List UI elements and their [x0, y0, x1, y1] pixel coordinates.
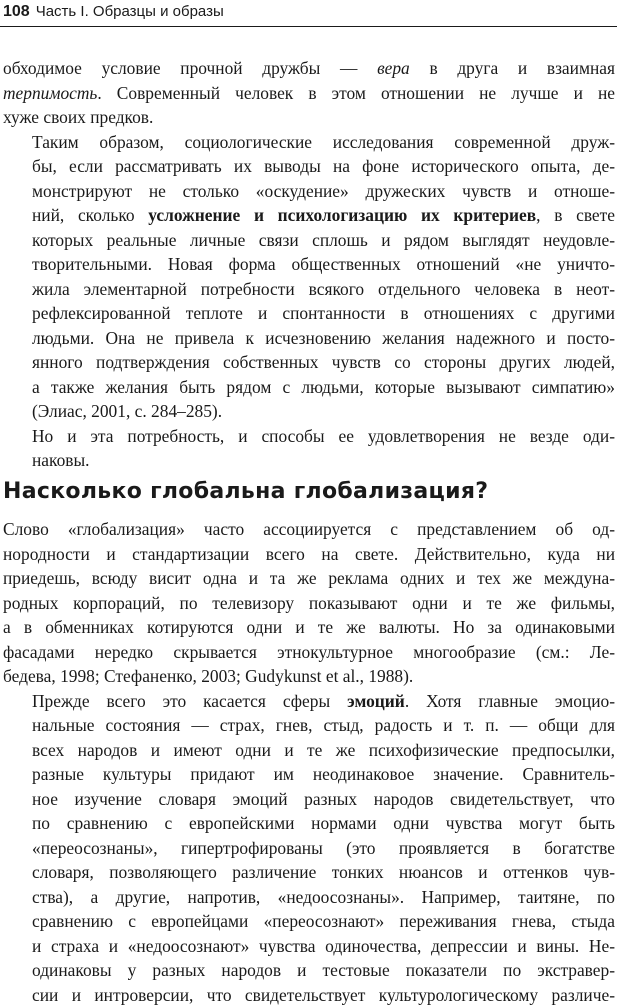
text-line: Прежде всего это касается сферы эмоций. Хотя главные эмоцио- — [3, 689, 615, 714]
text-line: терпимость. Современный человек в этом отношении не лучше и не — [3, 81, 615, 106]
section-heading: Насколько глобальна глобализация? — [3, 477, 615, 507]
text-line: жила элементарной потребности всякого отдельного человека в неот- — [3, 277, 615, 302]
text-line: приедешь, всюду висит одна и та же реклама одних и тех же междуна- — [3, 566, 615, 591]
text-line: по сравнению с европейскими нормами одни чувства могут быть — [3, 811, 615, 836]
text-line: родных корпораций, по телевизору показывают одни и те же фильмы, — [3, 591, 615, 616]
header-rule — [0, 26, 617, 27]
text-line: разные культуры придают им неодинаковое значение. Сравнитель- — [3, 762, 615, 787]
text-line: рефлексированной теплоте и спонтанности в отношениях с другими — [3, 301, 615, 326]
text-line: а также желания быть рядом с людьми, которые вызывают симпатию» — [3, 375, 615, 400]
text-line: и страха и «недоосознают» чувства одиночества, депрессии и вины. Не- — [3, 934, 615, 959]
bold-phrase-criteria: усложнение и психологизацию их критериев — [148, 205, 536, 225]
text-line: бедева, 1998; Стефаненко, 2003; Gudykunst et al., 1988). — [3, 664, 615, 689]
text-line: нородности и стандартизации всего на свете. Действительно, куда ни — [3, 542, 615, 567]
text-line: нальные состояния — страх, гнев, стыд, радость и т. п. — общи для — [3, 713, 615, 738]
text-line: Слово «глобализация» часто ассоциируется с представлением об од- — [3, 517, 615, 542]
text-line: людьми. Она не привела к исчезновению желания надежного и посто- — [3, 326, 615, 351]
paragraph-sociology — [3, 130, 615, 424]
text-line: сравнению с европейцами «переосознают» переживания гнева, стыда — [3, 909, 615, 934]
bold-term-emotions: эмоций — [347, 691, 405, 711]
text-line: одинаковы у разных народов и тестовые показатели по экстравер- — [3, 958, 615, 983]
running-header — [3, 1, 615, 27]
paragraph-globalization — [3, 517, 615, 689]
paragraph-emotions — [3, 689, 615, 1007]
italic-term-vera: вера — [377, 58, 410, 78]
page-number: 108 — [3, 3, 30, 20]
text-line: ное изучение словаря эмоций разных народов свидетельствует, что — [3, 787, 615, 812]
text-line: Таким образом, социологические исследования современной друж- — [3, 130, 615, 155]
text-line: творительными. Новая форма общественных отношений «не уничто- — [3, 252, 615, 277]
text-line: обходимое условие прочной дружбы — вера в друга и взаимная — [3, 56, 615, 81]
text-line: словаря, позволяющего различение тонких нюансов и оттенков чув- — [3, 860, 615, 885]
text-line: (Элиас, 2001, с. 284–285). — [3, 399, 615, 424]
text-line: фасадами нередко скрывается этнокультурное многообразие (см.: Ле- — [3, 640, 615, 665]
text-line: ства), а другие, напротив, «недоосознаны». Например, таитяне, по — [3, 885, 615, 910]
text-block-top — [3, 56, 615, 473]
text-line: которых реальные личные связи сплошь и рядом выглядят неудовле- — [3, 228, 615, 253]
text-line: всех народов и имеют одни и те же психофизические предпосылки, — [3, 738, 615, 763]
text-line: бы, если рассматривать их выводы на фоне исторического опыта, де- — [3, 154, 615, 179]
running-title: Часть I. Образцы и образы — [36, 3, 224, 20]
text-line: янного подтверждения собственных чувств со стороны других людей, — [3, 350, 615, 375]
text-line: монстрируют не столько «оскудение» дружеских чувств и отноше- — [3, 179, 615, 204]
italic-term-terpimost: терпимость — [3, 83, 97, 103]
text-line: сии и интроверсии, что свидетельствует культурологическому различе- — [3, 983, 615, 1007]
text-block-bottom — [3, 517, 615, 1007]
text-line: ний, сколько усложнение и психологизацию их критериев, в свете — [3, 203, 615, 228]
text-line: наковы. — [3, 448, 615, 473]
paragraph-need — [3, 424, 615, 473]
text-line: а в обменниках котируются одни и те же валюты. Но за одинаковыми — [3, 615, 615, 640]
text-line: «переосознаны», гипертрофированы (это проявляется в богатстве — [3, 836, 615, 861]
paragraph-continuation — [3, 56, 615, 130]
text-line: хуже своих предков. — [3, 105, 615, 130]
text-line: Но и эта потребность, и способы ее удовлетворения не везде оди- — [3, 424, 615, 449]
